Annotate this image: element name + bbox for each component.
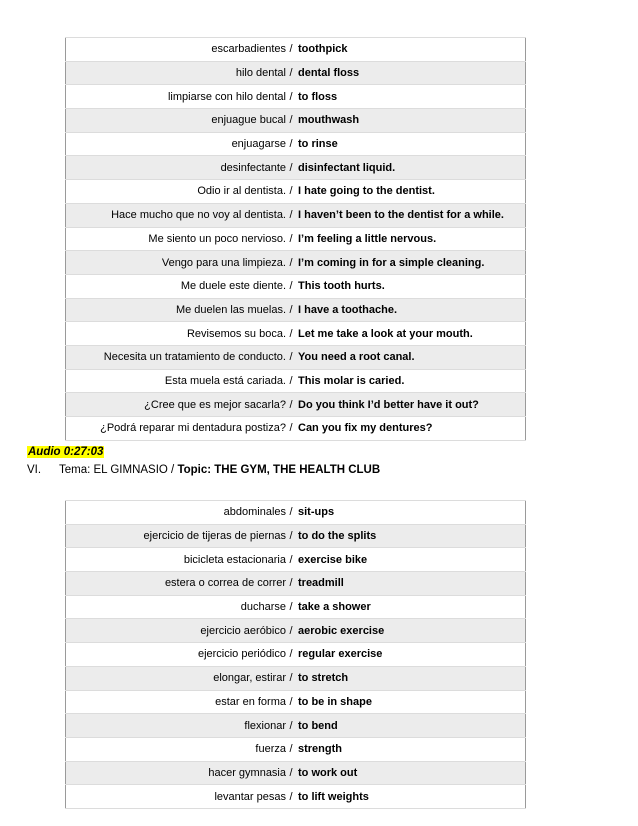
spanish-term: Vengo para una limpieza.	[66, 251, 287, 275]
separator: /	[286, 369, 296, 393]
spanish-term: desinfectante	[66, 156, 287, 180]
english-term: Let me take a look at your mouth.	[296, 322, 526, 346]
spanish-term: elongar, estirar	[66, 666, 287, 690]
vocab-row	[66, 298, 526, 322]
vocab-row	[66, 251, 526, 275]
audio-timestamp: Audio 0:27:03	[28, 446, 104, 458]
spanish-term: ¿Cree que es mejor sacarla?	[66, 393, 287, 417]
spanish-term: limpiarse con hilo dental	[66, 85, 287, 109]
vocab-row	[66, 595, 526, 619]
vocab-row	[66, 524, 526, 548]
separator: /	[286, 737, 296, 761]
separator: /	[286, 251, 296, 275]
english-term: I’m feeling a little nervous.	[296, 227, 526, 251]
english-term: to be in shape	[296, 690, 526, 714]
spanish-term: fuerza	[66, 737, 287, 761]
vocab-row	[66, 345, 526, 369]
spanish-term: hacer gymnasia	[66, 761, 287, 785]
english-term: This molar is caried.	[296, 369, 526, 393]
english-term: mouthwash	[296, 109, 526, 133]
separator: /	[286, 61, 296, 85]
separator: /	[286, 345, 296, 369]
separator: /	[286, 666, 296, 690]
english-term: You need a root canal.	[296, 345, 526, 369]
vocab-row	[66, 548, 526, 572]
vocab-row	[66, 274, 526, 298]
vocab-row	[66, 38, 526, 62]
separator: /	[286, 85, 296, 109]
vocab-row	[66, 785, 526, 809]
vocab-row	[66, 666, 526, 690]
vocab-row	[66, 714, 526, 738]
vocab-row	[66, 572, 526, 596]
english-term: disinfectant liquid.	[296, 156, 526, 180]
separator: /	[286, 38, 296, 62]
spanish-term: enjuague bucal	[66, 109, 287, 133]
vocab-row	[66, 61, 526, 85]
vocab-row	[66, 109, 526, 133]
english-term: regular exercise	[296, 643, 526, 667]
vocab-row	[66, 417, 526, 441]
separator: /	[286, 227, 296, 251]
english-term: aerobic exercise	[296, 619, 526, 643]
separator: /	[286, 393, 296, 417]
spanish-term: flexionar	[66, 714, 287, 738]
spanish-term: ¿Podrá reparar mi dentadura postiza?	[66, 417, 287, 441]
section-topic: Topic: THE GYM, THE HEALTH CLUB	[177, 464, 381, 476]
section-number: VI.	[27, 464, 42, 476]
vocab-row	[66, 369, 526, 393]
separator: /	[286, 501, 296, 525]
separator: /	[286, 643, 296, 667]
dentist-vocabulary-table	[65, 37, 526, 441]
vocab-row	[66, 737, 526, 761]
separator: /	[286, 524, 296, 548]
separator: /	[286, 180, 296, 204]
separator: /	[286, 298, 296, 322]
separator: /	[286, 785, 296, 809]
separator: /	[286, 761, 296, 785]
english-term: to lift weights	[296, 785, 526, 809]
vocab-row	[66, 180, 526, 204]
vocab-row	[66, 322, 526, 346]
separator: /	[286, 595, 296, 619]
english-term: take a shower	[296, 595, 526, 619]
separator: /	[286, 322, 296, 346]
section-tema: Tema: EL GIMNASIO /	[59, 464, 178, 476]
vocab-row	[66, 619, 526, 643]
english-term: to do the splits	[296, 524, 526, 548]
vocab-row	[66, 761, 526, 785]
spanish-term: hilo dental	[66, 61, 287, 85]
english-term: Do you think I’d better have it out?	[296, 393, 526, 417]
spanish-term: Revisemos su boca.	[66, 322, 287, 346]
section-heading	[27, 464, 380, 476]
vocab-row	[66, 690, 526, 714]
english-term: toothpick	[296, 38, 526, 62]
separator: /	[286, 417, 296, 441]
spanish-term: Me siento un poco nervioso.	[66, 227, 287, 251]
dentist-table-body	[66, 38, 526, 441]
spanish-term: estar en forma	[66, 690, 287, 714]
separator: /	[286, 156, 296, 180]
separator: /	[286, 109, 296, 133]
vocab-row	[66, 501, 526, 525]
spanish-term: ejercicio aeróbico	[66, 619, 287, 643]
english-term: to rinse	[296, 132, 526, 156]
spanish-term: Odio ir al dentista.	[66, 180, 287, 204]
english-term: exercise bike	[296, 548, 526, 572]
vocab-row	[66, 393, 526, 417]
english-term: This tooth hurts.	[296, 274, 526, 298]
english-term: to floss	[296, 85, 526, 109]
english-term: I’m coming in for a simple cleaning.	[296, 251, 526, 275]
spanish-term: Necesita un tratamiento de conducto.	[66, 345, 287, 369]
spanish-term: Esta muela está cariada.	[66, 369, 287, 393]
spanish-term: escarbadientes	[66, 38, 287, 62]
spanish-term: bicicleta estacionaria	[66, 548, 287, 572]
spanish-term: ejercicio periódico	[66, 643, 287, 667]
english-term: treadmill	[296, 572, 526, 596]
english-term: Can you fix my dentures?	[296, 417, 526, 441]
english-term: sit-ups	[296, 501, 526, 525]
english-term: to work out	[296, 761, 526, 785]
vocab-row	[66, 156, 526, 180]
english-term: to stretch	[296, 666, 526, 690]
vocab-row	[66, 227, 526, 251]
spanish-term: Me duelen las muelas.	[66, 298, 287, 322]
spanish-term: enjuagarse	[66, 132, 287, 156]
separator: /	[286, 274, 296, 298]
english-term: I have a toothache.	[296, 298, 526, 322]
spanish-term: abdominales	[66, 501, 287, 525]
english-term: I hate going to the dentist.	[296, 180, 526, 204]
gym-vocabulary-table	[65, 500, 526, 809]
spanish-term: ejercicio de tijeras de piernas	[66, 524, 287, 548]
separator: /	[286, 690, 296, 714]
spanish-term: Me duele este diente.	[66, 274, 287, 298]
separator: /	[286, 548, 296, 572]
separator: /	[286, 132, 296, 156]
spanish-term: levantar pesas	[66, 785, 287, 809]
english-term: I haven’t been to the dentist for a while.	[296, 203, 526, 227]
english-term: to bend	[296, 714, 526, 738]
separator: /	[286, 572, 296, 596]
vocab-row	[66, 132, 526, 156]
separator: /	[286, 714, 296, 738]
separator: /	[286, 203, 296, 227]
vocab-row	[66, 85, 526, 109]
separator: /	[286, 619, 296, 643]
spanish-term: Hace mucho que no voy al dentista.	[66, 203, 287, 227]
english-term: dental floss	[296, 61, 526, 85]
spanish-term: ducharse	[66, 595, 287, 619]
gym-table-body	[66, 501, 526, 809]
spanish-term: estera o correa de correr	[66, 572, 287, 596]
vocab-row	[66, 643, 526, 667]
vocab-row	[66, 203, 526, 227]
english-term: strength	[296, 737, 526, 761]
